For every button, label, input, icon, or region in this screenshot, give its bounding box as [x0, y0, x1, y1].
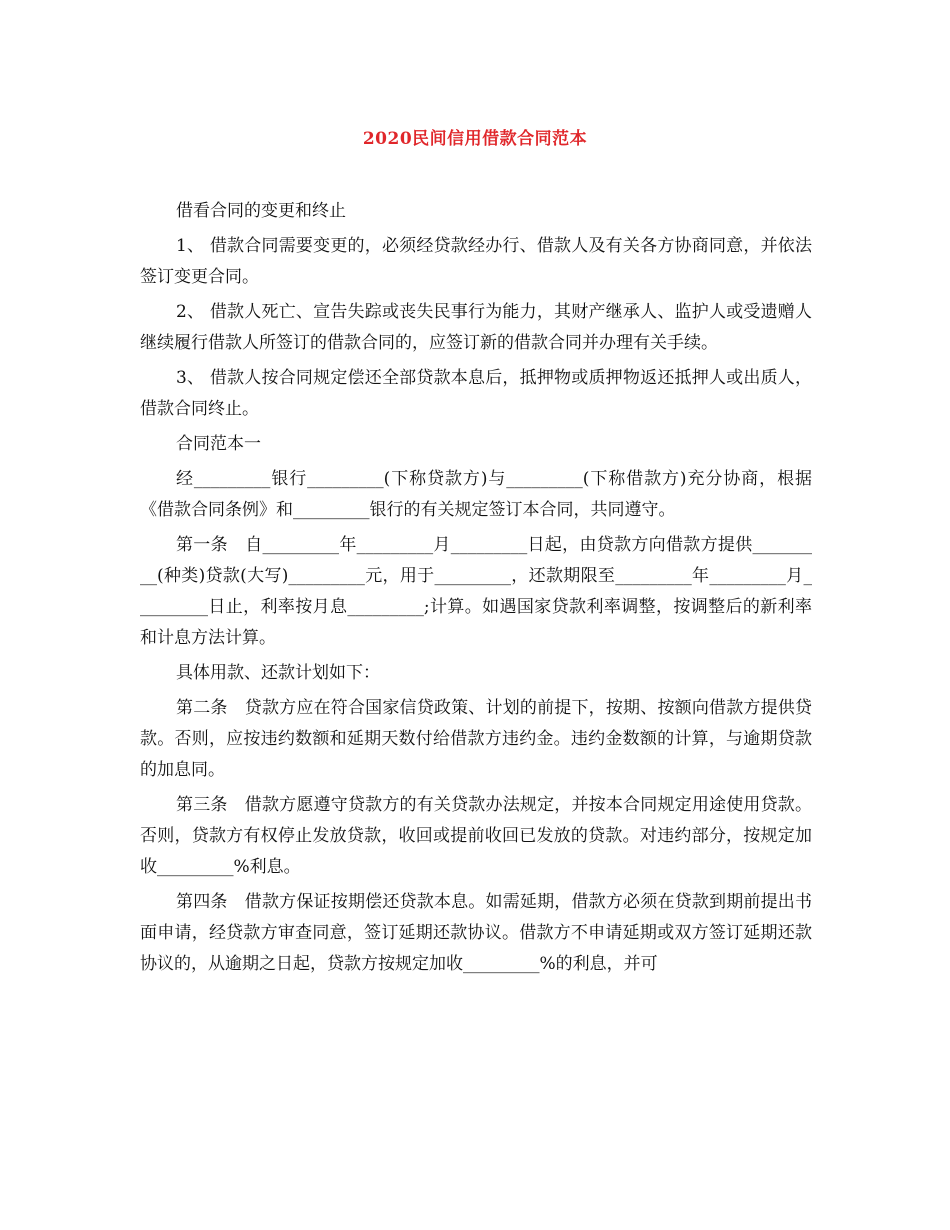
- section-heading-change-termination: 借看合同的变更和终止: [176, 201, 346, 221]
- document-title: 2020民间信用借款合同范本: [362, 129, 588, 149]
- clause-2: 2、 借款人死亡、宣告失踪或丧失民事行为能力，其财产继承人、监护人或受遗赠人继续履行借款人所签订的借款合同的，应签订新的借款合同并办理有关手续。: [140, 302, 812, 353]
- document-body: [140, 196, 812, 984]
- template-heading: 合同范本一: [176, 434, 261, 454]
- clause-1: 1、 借款合同需要变更的，必须经贷款经办行、借款人及有关各方协商同意，并依法签订变更合同。: [140, 236, 812, 287]
- article-2: 第二条 贷款方应在符合国家信贷政策、计划的前提下，按期、按额向借款方提供贷款。否则，应按违约数额和延期天数付给借款方违约金。违约金数额的计算，与逾期贷款的加息同。: [140, 698, 812, 780]
- clause-3: 3、 借款人按合同规定偿还全部贷款本息后，抵押物或质押物返还抵押人或出质人，借款合同终止。: [140, 368, 812, 419]
- article-4: 第四条 借款方保证按期偿还贷款本息。如需延期，借款方必须在贷款到期前提出书面申请，经贷款方审查同意，签订延期还款协议。借款方不申请延期或双方签订延期还款协议的，从逾期之日起，贷款方按规定加收_________%的利息，并可: [140, 892, 812, 974]
- repayment-plan-heading: 具体用款、还款计划如下：: [176, 663, 380, 683]
- article-1: 第一条 自_________年_________月_________日起，由贷款方向借款方提供_________(种类)贷款(大写)_________元，用于_________，还款期限至_________年_________月_________日止，利率按月息_________;计算。如遇国家贷款利率调整，按调整后的新利率和计息方法计算。: [140, 535, 812, 648]
- article-3: 第三条 借款方愿遵守贷款方的有关贷款办法规定，并按本合同规定用途使用贷款。否则，贷款方有权停止发放贷款，收回或提前收回已发放的贷款。对违约部分，按规定加收_________%利息。: [140, 795, 812, 877]
- preamble: 经_________银行_________(下称贷款方)与_________(下称借款方)充分协商，根据《借款合同条例》和_________银行的有关规定签订本合同，共同遵守。: [140, 469, 812, 520]
